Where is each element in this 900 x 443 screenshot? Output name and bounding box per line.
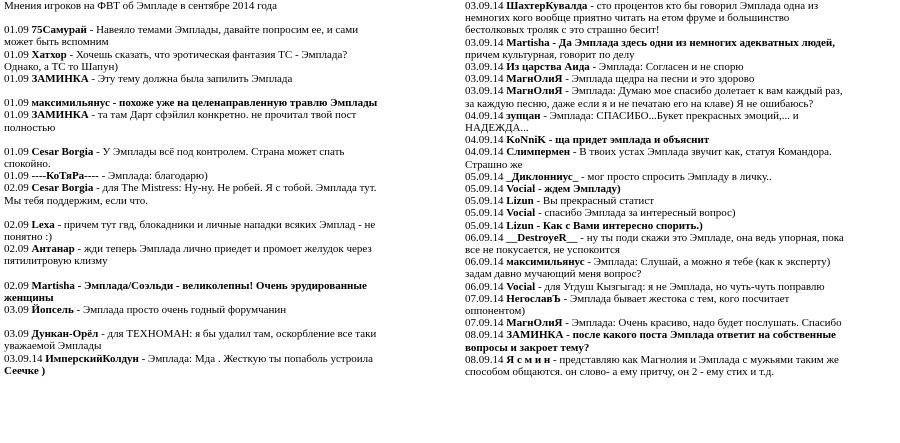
entry-date: 01.09: [4, 97, 29, 110]
entry-username: ЗАМИНКА: [506, 329, 564, 342]
entry-date: 06.09.14: [465, 280, 504, 293]
entry-text: - Эмплада: Согласен и не спорю: [589, 61, 744, 74]
entry-date: 01.09: [4, 73, 29, 86]
text-line: [465, 244, 897, 256]
right-column: [465, 0, 897, 378]
entry-username: зупцан: [506, 109, 541, 122]
entry-date: 02.09: [4, 243, 29, 256]
comment-entry: [4, 73, 451, 85]
entry-text: - та там Дарт сфэйлил конкретно. не прочитал твой пост: [88, 109, 357, 122]
line-text: Однако, а ТС то Шапун): [4, 60, 119, 73]
entry-date: 05.09.14: [465, 170, 504, 183]
spacer: [4, 268, 451, 280]
entry-text: - сто процентов кто бы говорил Эмплада одна из: [587, 0, 819, 12]
entry-text: - Эмплада: Слушай, а можно я тебе (как к эксперту): [584, 256, 831, 269]
entry-username: максимильянус: [506, 256, 585, 269]
entry-text: - ждем Эмпладу): [535, 183, 621, 196]
entry-username: KoNniK: [506, 134, 546, 147]
line-text: способом общаются. он слово- а ему притчу, он 2 - ему стих и т.д.: [465, 366, 775, 379]
entry-text: - мог просто спросить Эмпладу в личку..: [578, 170, 772, 183]
comment-entry: [4, 49, 451, 61]
entry-text: - для Угдуш Кызгыгад: я не Эмплада, но чуть-чуть поправлю: [535, 280, 825, 293]
entry-username: Vocial: [506, 207, 536, 220]
text-line: [4, 231, 451, 243]
line-text: женщины: [4, 291, 54, 304]
text-line: [465, 268, 897, 280]
comment-entry: [465, 73, 897, 85]
entry-date: 03.09: [4, 328, 29, 341]
text-line: [465, 122, 897, 134]
line-text: за каждую песню, даже если я и не печатаю его на клаве) Я не ошибаюсь?: [465, 97, 814, 110]
comment-entry: [465, 220, 897, 232]
entry-text: - ща придет эмплада и объяснит: [545, 134, 710, 147]
entry-text: - Эмплада бывает жестока с тем, кого посчитает: [560, 292, 790, 305]
text-line: [465, 98, 897, 110]
entry-username: Из царства Аида: [506, 61, 590, 74]
line-text: Мнения игроков на ФВТ об Эмпладе в сентябре 2014 года: [4, 0, 278, 12]
entry-username: Vocial: [506, 280, 536, 293]
entry-date: 05.09.14: [465, 195, 504, 208]
comment-entry: [465, 195, 897, 207]
comment-entry: [4, 328, 451, 340]
entry-username: ЗАМИНКА: [31, 109, 89, 122]
entry-username: Lexa: [31, 218, 55, 231]
entry-username: Vocial: [506, 183, 536, 196]
entry-date: 06.09.14: [465, 256, 504, 269]
line-text: НАДЕЖДА...: [465, 122, 529, 135]
line-text: полностью: [4, 121, 56, 134]
entry-text: - жди теперь Эмплада лично приедет и промоет желудок через: [74, 243, 372, 256]
entry-username: Я с м и н: [506, 353, 551, 366]
entry-date: 08.09.14: [465, 353, 504, 366]
text-line: [4, 36, 451, 48]
entry-username: Хатхор: [31, 48, 67, 61]
comment-entry: [465, 183, 897, 195]
text-line: [4, 255, 451, 267]
line-text: Мы тебя поддержим, если что.: [4, 194, 148, 207]
line-text: немногих кого вообще приятно читать на етом фруме и большинство: [465, 12, 790, 25]
line-text: уважаемой Эмплады: [4, 340, 102, 353]
entry-text: - В твоих устах Эмплада звучит как, статуя Командора.: [570, 146, 832, 159]
comment-entry: [465, 134, 897, 146]
entry-text: - для The Mistress: Ну-ну. Не робей. Я с тобой. Эмплада тут.: [93, 182, 377, 195]
spacer: [4, 207, 451, 219]
comment-entry: [4, 170, 451, 182]
text-line: [4, 292, 451, 304]
entry-date: 04.09.14: [465, 146, 504, 159]
entry-username: Martisha: [506, 36, 550, 49]
entry-date: 03.09: [4, 304, 29, 317]
text-line: [465, 366, 897, 378]
comment-entry: [465, 293, 897, 305]
entry-text: - Эмплада просто очень годный форумчанин: [73, 304, 287, 317]
comment-entry: [465, 61, 897, 73]
text-line: [4, 195, 451, 207]
entry-username: Cesar Borgia: [31, 145, 94, 158]
text-line: [465, 49, 897, 61]
comment-entry: [4, 24, 451, 36]
entry-username: Lizun: [506, 219, 534, 232]
line-text: Страшно же: [465, 158, 523, 171]
entry-username: Антанар: [31, 243, 75, 256]
text-line: [465, 159, 897, 171]
entry-text: - причем тут гвд, блокадники и личные нападки всяких Эмплад - не: [54, 218, 376, 231]
entry-text: - Эмплада: Очень красиво, надо будет послушать. Спасибо: [562, 317, 842, 330]
entry-date: 02.09: [4, 279, 29, 292]
line-text: оппонентом): [465, 305, 526, 318]
spacer: [4, 134, 451, 146]
spacer: [4, 316, 451, 328]
entry-username: ЗАМИНКА: [31, 73, 89, 86]
line-text: все не покусается, не успокоится: [465, 244, 620, 257]
entry-date: 05.09.14: [465, 219, 504, 232]
comment-entry: [465, 85, 897, 97]
entry-text: - Эмплада: Думаю мое спасибо долетает к вам каждый раз,: [562, 85, 843, 98]
line-text: пятилитровую клизму: [4, 255, 108, 268]
entry-text: - Вы прекрасный статист: [533, 195, 655, 208]
comment-entry: [4, 97, 451, 109]
text-line: [4, 365, 451, 377]
entry-text: - после какого поста Эмплада ответит на собственные: [563, 329, 836, 342]
entry-username: МагнОлиЯ: [506, 73, 563, 86]
entry-date: 02.09: [4, 182, 29, 195]
entry-date: 03.09.14: [465, 73, 504, 86]
comment-entry: [465, 207, 897, 219]
spacer: [4, 85, 451, 97]
entry-text: - Эмплада: СПАСИБО...Букет прекрасных эмоций,... и: [540, 109, 799, 122]
comment-entry: [4, 243, 451, 255]
comment-entry: [4, 353, 451, 365]
text-line: [465, 24, 897, 36]
entry-username: 75Самурай: [31, 24, 87, 37]
entry-username: __DestroyeR__: [506, 231, 578, 244]
entry-text: - Навеяло темами Эмплады, давайте попросим ее, и сами: [86, 24, 359, 37]
entry-text: - ну ты поди скажи это Эмпладе, она ведь упорная, пока: [577, 231, 844, 244]
entry-date: 06.09.14: [465, 231, 504, 244]
comment-entry: [465, 171, 897, 183]
entry-text: - Эмплада щедра на песни и это здорово: [562, 73, 755, 86]
entry-text: - Эмплада: благодарю): [98, 170, 208, 183]
comment-entry: [465, 329, 897, 341]
entry-date: 01.09: [4, 109, 29, 122]
entry-date: 04.09.14: [465, 134, 504, 147]
text-line: [4, 0, 451, 12]
entry-date: 03.09.14: [465, 85, 504, 98]
entry-date: 01.09: [4, 170, 29, 183]
comment-entry: [465, 354, 897, 366]
entry-text: - представляю как Магнолия и Эмплада с мужьями таким же: [550, 353, 839, 366]
entry-username: Cesar Borgia: [31, 182, 94, 195]
line-text: может быть вспомним: [4, 36, 109, 49]
entry-date: 07.09.14: [465, 317, 504, 330]
entry-username: ШахтерКувалда: [506, 0, 588, 12]
text-line: [4, 340, 451, 352]
line-text: вопросы и закроет тему?: [465, 341, 590, 354]
comment-entry: [4, 146, 451, 158]
comment-entry: [465, 110, 897, 122]
text-line: [465, 305, 897, 317]
entry-date: 01.09: [4, 24, 29, 37]
entry-date: 05.09.14: [465, 207, 504, 220]
entry-text: - Как с Вами интересно спорить.): [533, 219, 703, 232]
line-text: понятно :): [4, 231, 52, 244]
text-line: [465, 342, 897, 354]
spacer: [4, 12, 451, 24]
entry-username: МагнОлиЯ: [506, 317, 563, 330]
entry-text: - Эту тему должна была запилить Эмплада: [88, 73, 293, 86]
left-column: [4, 0, 451, 377]
line-text: бестолковых троляк с это страшно бесит!: [465, 24, 660, 37]
entry-date: 03.09.14: [4, 352, 43, 365]
entry-username: Дункан-Орёл: [31, 328, 99, 341]
entry-date: 01.09: [4, 145, 29, 158]
entry-text: - Хочешь сказать, что эротическая фантазия ТС - Эмплада?: [66, 48, 348, 61]
comment-entry: [465, 0, 897, 12]
entry-text: - Эмплада: Мда . Жесткую ты попаболь устроила: [138, 352, 374, 365]
comment-entry: [465, 281, 897, 293]
text-line: [4, 61, 451, 73]
entry-date: 03.09.14: [465, 0, 504, 12]
comment-entry: [4, 182, 451, 194]
entry-username: ИмперскийКолдун: [45, 352, 139, 365]
comment-entry: [4, 304, 451, 316]
comment-entry: [465, 256, 897, 268]
entry-date: 02.09: [4, 218, 29, 231]
entry-username: ----КоТяРа----: [31, 170, 99, 183]
entry-text: - Да Эмплада здесь одни из немногих адекватных людей,: [549, 36, 835, 49]
comment-entry: [4, 109, 451, 121]
comment-entry: [4, 219, 451, 231]
entry-text: - спасибо Эмплада за интересный вопрос): [535, 207, 736, 220]
line-text: задам давно мучающий меня вопрос?: [465, 268, 642, 281]
entry-text: - У Эмплады всё под контролем. Страна может спать: [93, 145, 345, 158]
entry-username: НегославЪ: [506, 292, 561, 305]
entry-username: _Диклонниус_: [506, 170, 579, 183]
entry-date: 07.09.14: [465, 292, 504, 305]
entry-text: - для ТЕХНОМАН: я бы удалил там, оскорбление все таки: [98, 328, 377, 341]
comment-entry: [465, 317, 897, 329]
entry-date: 08.09.14: [465, 329, 504, 342]
line-text: причем культурная, говорит по делу: [465, 48, 635, 61]
entry-date: 03.09.14: [465, 36, 504, 49]
comment-entry: [4, 280, 451, 292]
entry-username: максимильянус: [31, 97, 110, 110]
entry-text: - Эмплада/Соэльди - великолепны! Очень эрудированные: [74, 279, 367, 292]
comment-entry: [465, 146, 897, 158]
entry-username: Lizun: [506, 195, 534, 208]
line-text: Сеечке ): [4, 364, 46, 377]
entry-date: 01.09: [4, 48, 29, 61]
text-line: [465, 12, 897, 24]
entry-username: Слимпермен: [506, 146, 571, 159]
entry-username: Martisha: [31, 279, 75, 292]
entry-text: - похоже уже на целенаправленную травлю Эмплады: [109, 97, 378, 110]
text-line: [4, 158, 451, 170]
line-text: спокойно.: [4, 158, 51, 171]
entry-date: 05.09.14: [465, 183, 504, 196]
entry-username: МагнОлиЯ: [506, 85, 563, 98]
entry-date: 03.09.14: [465, 61, 504, 74]
comment-entry: [465, 37, 897, 49]
entry-username: Йопсель: [31, 304, 74, 317]
comment-entry: [465, 232, 897, 244]
text-line: [4, 122, 451, 134]
entry-date: 04.09.14: [465, 109, 504, 122]
